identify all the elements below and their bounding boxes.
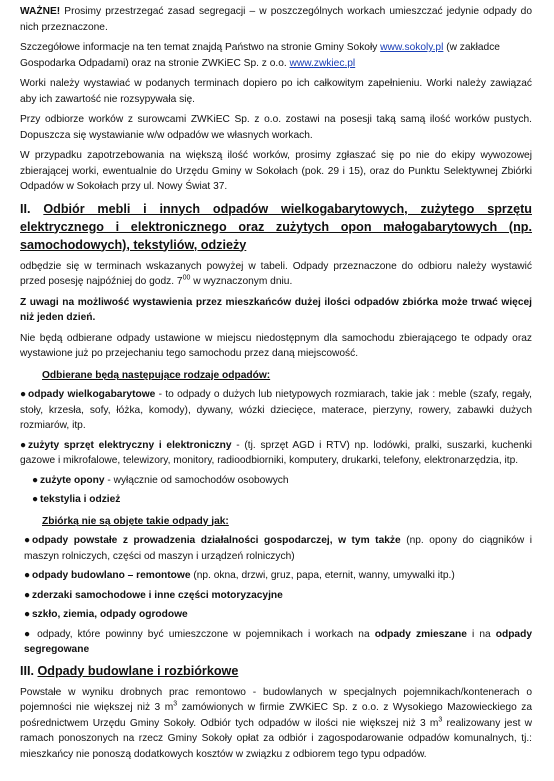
- list-item: ● szkło, ziemia, odpady ogrodowe: [20, 607, 532, 623]
- list-item: ● odpady, które powinny być umieszczone w pojemnikach i workach na odpady zmieszane i na odpady segregowane: [24, 628, 532, 655]
- section-2-heading: II. Odbiór mebli i innych odpadów wielkogabarytowych, zużytego sprzętu elektrycznego i elektronicznego oraz zużytych opon małogabarytowych (np. samochodowych), tekstyliów, odzieży: [20, 201, 532, 252]
- bullet-icon: ●: [24, 589, 31, 601]
- list-item: ● tekstylia i odzież: [20, 492, 532, 508]
- accepted-heading: Odbierane będą następujące rodzaje odpadów:: [42, 369, 271, 381]
- zwkiec-link[interactable]: www.zwkiec.pl: [289, 57, 356, 69]
- rejected-heading: Zbiórką nie są objęte takie odpady jak:: [42, 515, 229, 527]
- inaccessible-paragraph: Nie będą odbierane odpady ustawione w miejscu niedostępnym dla samochodu zbierającego te odpady oraz wystawione już po przejechaniu tego samochodu przez daną miejscowość.: [20, 332, 532, 359]
- bullet-icon: ●: [24, 570, 31, 581]
- list-item: ● zużyte opony - wyłącznie od samochodów osobowych: [20, 473, 532, 489]
- info-paragraph: Szczegółowe informacje na ten temat znajdą Państwo na stronie Gminy Sokoły www.sokoly.pl (w zakładce Gospodarka Odpadami) oraz na stronie ZWKiEC Sp. z o.o. www.zwkiec.pl: [20, 42, 500, 69]
- list-item: ● odpady powstałe z prowadzenia działalności gospodarczej, w tym także (np. opony do ciągników i maszyn rolniczych, części od maszyn i urządzeń rolniczych): [24, 535, 532, 562]
- warning-paragraph: Z uwagi na możliwość wystawienia przez mieszkańców dużej ilości odpadów zbiórka może trwać więcej niż jeden dzień.: [20, 296, 532, 323]
- bullet-icon: ●: [32, 494, 39, 505]
- bullet-icon: ●: [20, 389, 27, 400]
- bullet-icon: ●: [20, 439, 27, 451]
- list-item: ● zderzaki samochodowe i inne części motoryzacyjne: [20, 588, 532, 604]
- list-item: ● odpady wielkogabarytowe - to odpady o dużych lub nietypowych rozmiarach, takie jak : meble (szafy, regały, stoły, krzesła, sofy, łóżka, komody), dywany, wózki dziecięce, materace, pierzyny, rowery, zabawki dużych rozmiarów, itp.: [20, 389, 533, 431]
- list-item: ● odpady budowlano – remontowe (np. okna, drzwi, gruz, papa, eternit, wanny, umywalki itp.): [20, 568, 532, 584]
- bullet-icon: ●: [24, 628, 31, 640]
- bullet-icon: ●: [24, 609, 31, 620]
- more-bags-paragraph: W przypadku zapotrzebowania na większą ilość worków, prosimy zgłaszać się po nie do ekipy wywozowej zbierającej worki, ewentualnie do Urzędu Gminy w Sokołach (pok. 29 i 15), oraz do Punktu Selektywnej Zbiórki Odpadów w Sokołach przy ul. Nowy Świat 37.: [20, 150, 532, 192]
- bullet-icon: ●: [24, 535, 31, 546]
- section-3-heading: III. Odpady budowlane i rozbiórkowe: [20, 663, 239, 678]
- construction-paragraph: Powstałe w wyniku drobnych prac remontowo - budowlanych w specjalnych pojemnikach/kontenerach o pojemności nie większej niż 3 $m^3$ zamówionych w firmie ZWKiEC Sp. z o.o. z Wysokiego Mazowieckiego za pośrednictwem Urzędu Gminy Sokoły. Odbiór tych odpadów w ilości nie większej niż 3 $m^3$ realizowany jest w ramach ponoszonych na rzecz Gminy Sokoły opłat za odbiór i zagospodarowanie odpadów komunalnych, tj.: mieszkańcy nie ponoszą dodatkowych kosztów w związku z odbiorem tego typu odpadów.: [20, 686, 532, 760]
- schedule-paragraph: odbędzie się w terminach wskazanych powyżej w tabeli. Odpady przeznaczone do odbioru należy wystawić przed posesję najpóźniej do godz. $7^{00}$ w wyznaczonym dniu.: [20, 260, 532, 287]
- bags-paragraph: Worki należy wystawiać w podanych terminach dopiero po ich całkowitym zapełnieniu. Worki należy zawiązać aby ich zawartość nie rozsypywała się.: [20, 78, 532, 105]
- list-item: ● zużyty sprzęt elektryczny i elektroniczny - (tj. sprzęt AGD i RTV) np. lodówki, pralki, suszarki, kuchenki gazowe i mikrofalowe, telewizory, monitory, radioodbiorniki, komputery, drukarki, telefony, elektronarzędzia, itp.: [20, 439, 532, 466]
- sokoly-link[interactable]: www.sokoly.pl: [380, 42, 444, 53]
- important-note: WAŻNE! Prosimy przestrzegać zasad segregacji – w poszczególnych workach umieszczać jedynie odpady do nich przeznaczone.: [20, 6, 532, 33]
- bullet-icon: ●: [32, 474, 39, 486]
- collection-paragraph: Przy odbiorze worków z surowcami ZWKiEC Sp. z o.o. zostawi na posesji taką samą ilość worków pustych. Dopuszcza się wystawianie w/w odpadów we własnych workach.: [20, 114, 532, 141]
